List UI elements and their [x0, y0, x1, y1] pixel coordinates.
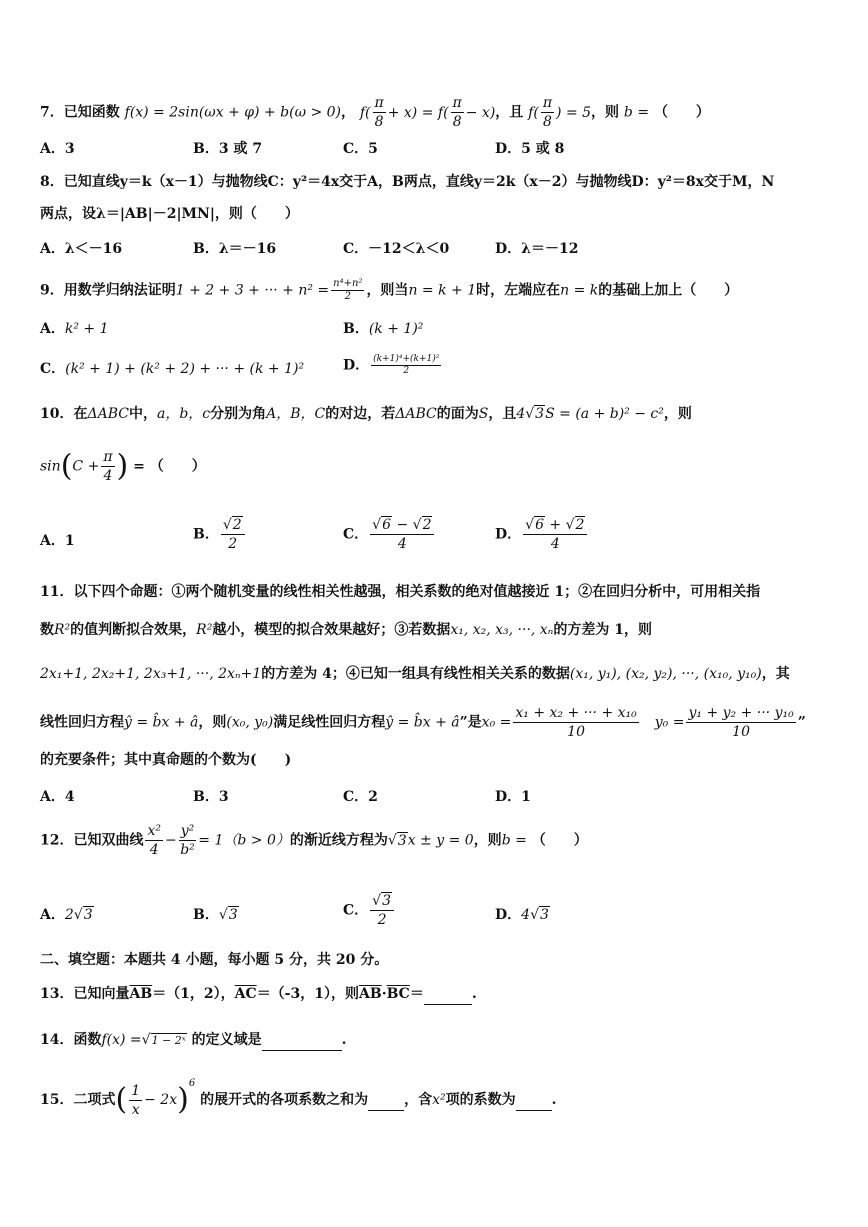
- q11-option-b[interactable]: B．3: [193, 789, 229, 805]
- q7-value: f( $\frac{\pi}{8}$ ) = 5: [528, 95, 592, 130]
- q12-option-a[interactable]: A．2√3: [40, 907, 93, 923]
- question-11-line-1: 11．以下四个命题：①两个随机变量的线性相关性越强，相关系数的绝对值越接近 1；②在回归分析中，可用相关指: [40, 584, 761, 600]
- question-10-line-1: 10．在ΔABC中，a，b，c分别为角A，B，C的对边，若ΔABC的面为S，且4√3S = (a + b)² − c²，则: [40, 406, 692, 422]
- question-7: 7．已知函数 f(x) = 2sin(ωx + φ) + b(ω > 0)， f( $\frac{\pi}{8}$ + x) = f( $\frac{\pi}{8}$ − x)，且 f( $\frac{\pi}{8}$ ) = 5，则 b = （ ）: [40, 95, 710, 130]
- question-9: 9．用数学归纳法证明1 + 2 + 3 + ··· + n² = $\frac{\text{n⁴+n²}}{2}$ ，则当n = k + 1时，左端应在n = k的基础上加上（ ）: [40, 278, 739, 302]
- question-12: 12．已知双曲线 $\frac{\text{x²}}{4}$ − $\frac{\text{y²}}{\text{b²}}$ = 1（b > 0）的渐近线方程为√3x ± y = 0，则b = （ ）: [40, 823, 588, 858]
- question-13: 13．已知向量$\overline{AB}=(1$，2），$\overline{AC}=(-3$，1），则$\overline{AB}\cdot\overline{BC}=$ .: [40, 984, 838, 1005]
- q14-answer-blank[interactable]: [262, 1030, 342, 1051]
- q10-option-b[interactable]: B． $\frac{√2}{2}$: [193, 516, 247, 553]
- q15-coef-blank[interactable]: [516, 1090, 552, 1111]
- q8-option-a[interactable]: A．λ＜－16: [40, 241, 123, 257]
- question-11-line-5: 的充要条件；其中真命题的个数为( ): [40, 752, 292, 768]
- q8-option-d[interactable]: D．λ＝－12: [495, 241, 579, 257]
- question-15: 15．二项式( $\frac{1}{x}$ − 2x)$^6$ 的展开式的各项系数之和为 ，含x²项的系数为 .: [40, 1078, 557, 1118]
- question-11-line-4: 线性回归方程ŷ = b̂x + â，则(x₀, y₀)满足线性回归方程ŷ = b̂x + â”是x₀ = $\frac{\text{x₁ + x₂ + ··· + x₁₀}}{10}$ y₀ = $\frac{\text{y₁ + y₂ + ··· y₁₀}}{10}$ ”: [40, 705, 806, 740]
- q12-option-c[interactable]: C． $\frac{√3}{2}$: [343, 892, 396, 929]
- q7-option-c[interactable]: C．5: [343, 141, 378, 157]
- q8-option-b[interactable]: B．λ＝－16: [193, 241, 277, 257]
- q15-sum-blank[interactable]: [368, 1090, 404, 1111]
- section-heading-fill-in: 二、填空题：本题共 4 小题，每小题 5 分，共 20 分。: [40, 952, 389, 968]
- q10-option-d[interactable]: D． $\frac{√6 + √2}{4}$: [495, 516, 589, 553]
- q9-option-c[interactable]: C．(k² + 1) + (k² + 2) + ··· + (k + 1)²: [40, 361, 305, 377]
- question-11-line-2: 数R²的值判断拟合效果，R²越小，模型的拟合效果越好；③若数据x₁, x₂, x₃, ···, xₙ的方差为 1，则: [40, 622, 652, 638]
- q9-option-a[interactable]: A．k² + 1: [40, 321, 109, 337]
- q10-option-c[interactable]: C． $\frac{√6 - √2}{4}$: [343, 516, 436, 553]
- q7-option-b[interactable]: B．3 或 7: [193, 141, 263, 157]
- question-10-line-2: sin(C + $\frac{\pi}{4}$ ) = （ ）: [40, 448, 206, 484]
- question-8-line-1: 8．已知直线y＝k（x－1）与抛物线C：y²＝4x交于A，B两点，直线y＝2k（x－2）与抛物线D：y²＝8x交于M，N: [40, 174, 775, 190]
- q11-option-c[interactable]: C．2: [343, 789, 378, 805]
- question-11-line-3: 2x₁+1, 2x₂+1, 2x₃+1, ···, 2xₙ+1的方差为 4；④已知一组具有线性相关关系的数据(x₁, y₁), (x₂, y₂), ···, (x₁₀, y₁₀)，其: [40, 666, 790, 682]
- q9-option-b[interactable]: B．(k + 1)²: [343, 321, 424, 337]
- q8-option-c[interactable]: C．－12＜λ＜0: [343, 241, 450, 257]
- q7-function: f(x) = 2sin(ωx + φ) + b(ω > 0): [124, 104, 341, 121]
- q9-option-d[interactable]: D． $\frac{\text{(k+1)⁴+(k+1)²}}{2}$: [343, 354, 440, 376]
- q13-answer-blank[interactable]: [424, 984, 472, 1005]
- question-14: 14．函数f(x) =√1 − 2ˣ 的定义域是 .: [40, 1030, 838, 1051]
- q7-option-a[interactable]: A．3: [40, 141, 75, 157]
- q11-option-d[interactable]: D．1: [495, 789, 531, 805]
- q10-option-a[interactable]: A．1: [40, 533, 75, 549]
- q11-option-a[interactable]: A．4: [40, 789, 75, 805]
- q7-condition: f( $\frac{\pi}{8}$ + x) = f( $\frac{\pi}{8}$ − x): [359, 95, 496, 130]
- q7-option-d[interactable]: D．5 或 8: [495, 141, 565, 157]
- q12-option-d[interactable]: D．4√3: [495, 907, 549, 923]
- question-8-line-2: 两点，设λ＝|AB|－2|MN|，则（ ）: [40, 206, 299, 222]
- q12-option-b[interactable]: B．√3: [193, 907, 238, 923]
